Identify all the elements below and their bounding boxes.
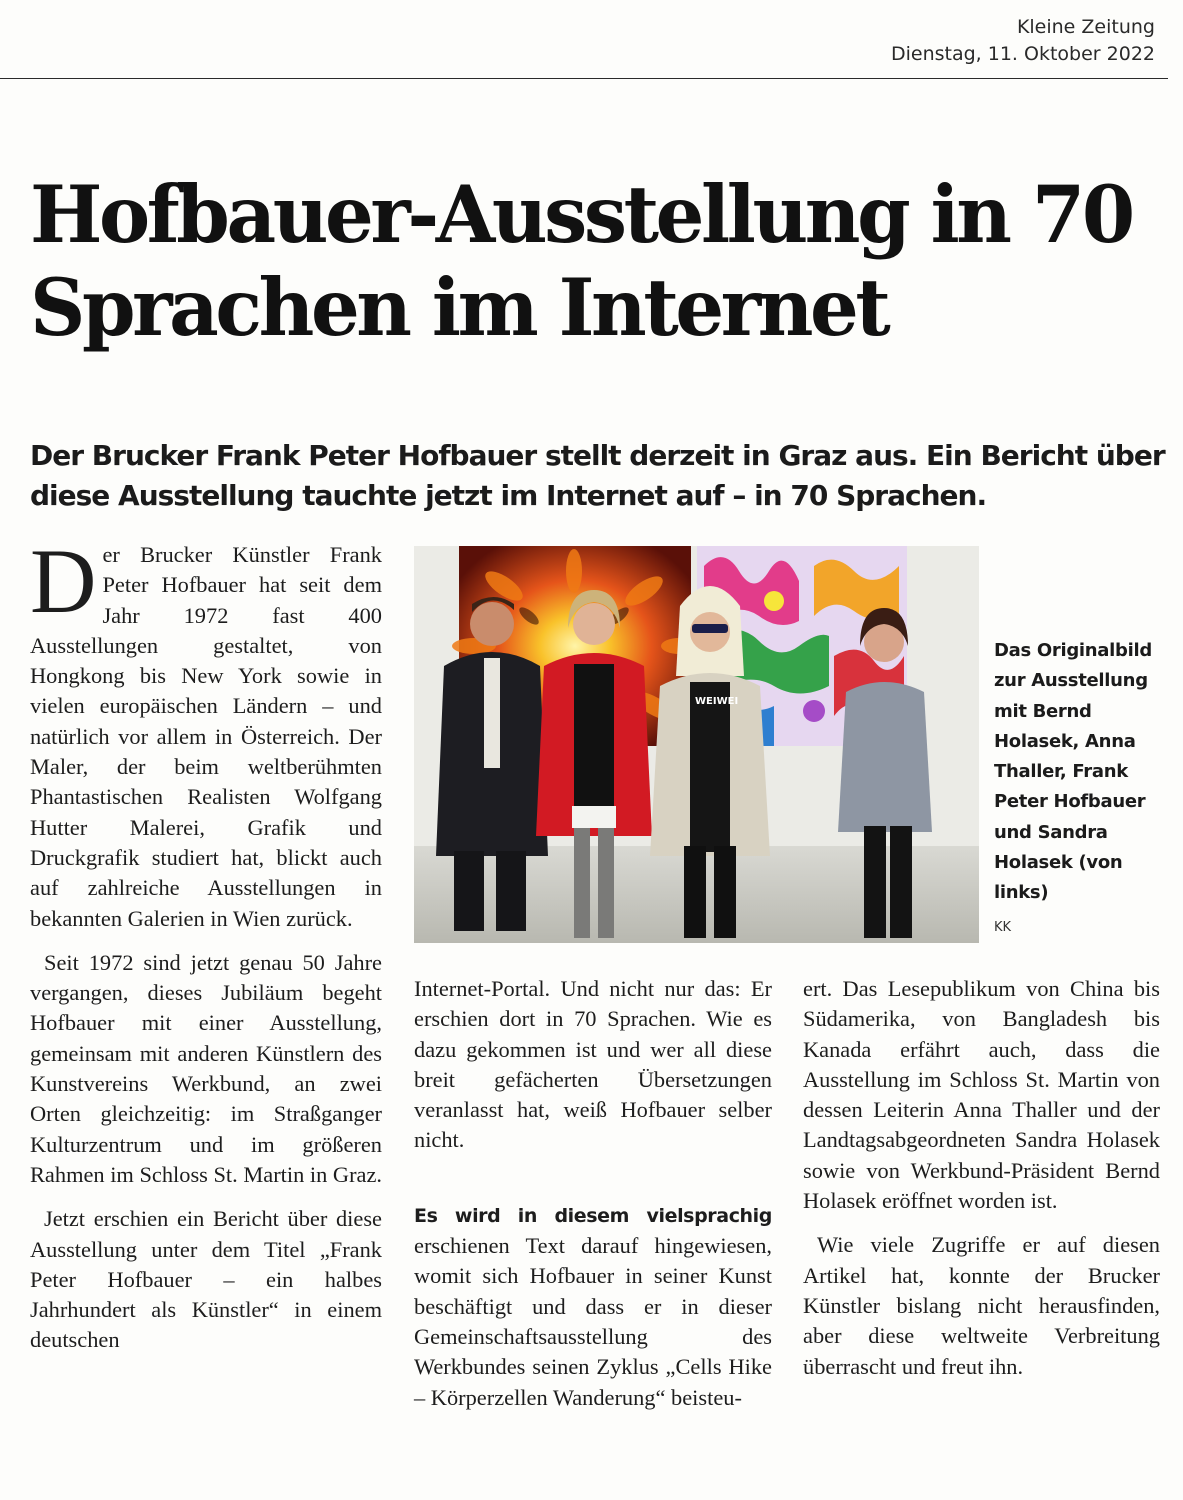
subheading: Es wird in diesem vielsprachig (414, 1204, 772, 1227)
article-column-2 (414, 974, 772, 1413)
paragraph-5 (414, 1200, 772, 1413)
paragraph-7: Wie viele Zugriffe er auf diesen Artikel hat, konnte der Brucker Künstler bislang nicht herausfinden, aber diese weltweite Verbreitung überrascht und freut ihn. (803, 1232, 1160, 1379)
paragraph-1-text: er Brucker Künstler Frank Peter Hofbauer hat seit dem Jahr 1972 fast 400 Ausstellungen gestaltet, von Hongkong bis New York sowie in vielen europäischen Ländern – und natürlich vor allem in Österreich. Der Maler, der beim weltberühmten Phantastischen Realisten Wolfgang Hutter Malerei, Grafik und Druckgrafik studiert hat, blickt auch auf zahlreiche Ausstellungen in bekannten Galerien in Wien zurück. (30, 542, 382, 931)
paragraph-6: ert. Das Lesepublikum von China bis Südamerika, von Bangladesh bis Kanada erfährt auch, dass die Ausstellung im Schloss St. Martin von dessen Leiterin Anna Thaller und der Landtagsabgeordneten Sandra Holasek sowie von Werkbund-Präsident Bernd Holasek eröffnet worden ist. (803, 976, 1160, 1214)
article-column-1 (30, 530, 382, 1356)
paragraph-3: Jetzt erschien ein Bericht über diese Ausstellung unter dem Titel „Frank Peter Hofbauer – ein halbes Jahrhundert als Künstler“ in einem deutschen (30, 1206, 382, 1353)
photo-credit: KK (994, 920, 1012, 935)
article-column-3 (803, 974, 1160, 1382)
exhibition-photo (414, 546, 979, 943)
photo-caption: Das Originalbild zur Ausstellung mit Bernd Holasek, Anna Thaller, Frank Peter Hofbauer und Sandra Holasek (von links) (994, 640, 1152, 904)
paragraph-5-text: erschienen Text darauf hingewiesen, womit sich Hofbauer in seiner Kunst beschäftigt und dass er in dieser Gemeinschaftsausstellung des Werkbundes seinen Zyklus „Cells Hike – Körperzellen Wanderung“ beisteu- (414, 1233, 772, 1410)
drop-cap: D (30, 530, 97, 632)
masthead (891, 14, 1155, 68)
publication-date: Dienstag, 11. Oktober 2022 (890, 43, 1155, 65)
shirt-print: WEIWEI (695, 696, 739, 707)
lead-paragraph: Der Brucker Frank Peter Hofbauer stellt derzeit in Graz aus. Ein Bericht über diese Ausstellung tauchte jetzt im Internet auf – in 70 Sprachen. (30, 439, 1165, 512)
paragraph-1 (30, 530, 382, 934)
paragraph-2: Seit 1972 sind jetzt genau 50 Jahre vergangen, dieses Jubiläum begeht Hofbauer mit einer Ausstellung, gemeinsam mit anderen Künstlern des Kunstvereins Werkbund, an zwei Orten gleichzeitig: im Straßganger Kulturzentrum und im größeren Rahmen im Schloss St. Martin in Graz. (30, 949, 382, 1187)
header-rule (0, 78, 1168, 79)
newspaper-name: Kleine Zeitung (1016, 16, 1155, 38)
paragraph-4: Internet-Portal. Und nicht nur das: Er erschien dort in 70 Sprachen. Wie es dazu gekommen ist und wer all diese breit gefächerten Übersetzungen veranlasst hat, weiß Hofbauer selber nicht. (414, 976, 772, 1153)
headline: Hofbauer-Ausstellung in 70 Sprachen im Internet (30, 168, 1132, 354)
